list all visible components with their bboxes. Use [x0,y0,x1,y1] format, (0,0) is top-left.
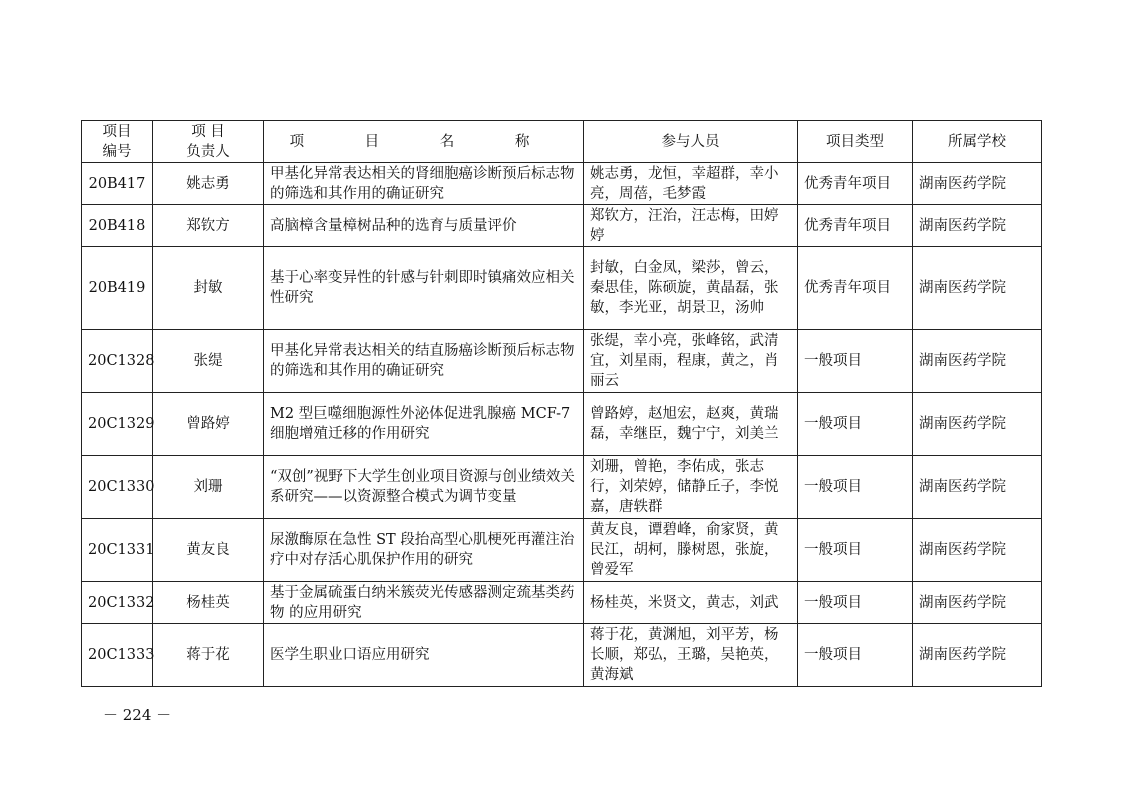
table-row [82,330,1042,393]
table-row [82,519,1042,582]
cell-leader: 蒋于花 [153,624,264,687]
cell-school: 湖南医药学院 [913,205,1042,247]
cell-project-type: 一般项目 [798,582,913,624]
cell-leader: 张缇 [153,330,264,393]
cell-project-name: 尿激酶原在急性 ST 段抬高型心肌梗死再灌注治疗中对存活心肌保护作用的研究 [264,519,584,582]
cell-project-name: 基于金属硫蛋白纳米簇荧光传感器测定巯基类药物 的应用研究 [264,582,584,624]
cell-members: 封敏，白金凤，梁莎，曾云，秦思佳，陈硕旋，黄晶磊，张敏，李光亚，胡景卫，汤帅 [584,247,798,330]
cell-members: 曾路婷，赵旭宏，赵爽，黄瑞磊，幸继臣，魏宁宁，刘美兰 [584,393,798,456]
header-school: 所属学校 [913,121,1042,163]
cell-leader: 刘珊 [153,456,264,519]
header-project-id [82,121,153,163]
table-row [82,582,1042,624]
cell-members: 蒋于花，黄渊旭，刘平芳，杨长顺，郑弘，王璐，吴艳英，黄海斌 [584,624,798,687]
header-project-type: 项目类型 [798,121,913,163]
cell-project-type: 一般项目 [798,393,913,456]
header-name-text: 项 目 名 称 [289,133,558,150]
table-row [82,205,1042,247]
table-row [82,393,1042,456]
cell-project-name: 高脑樟含量樟树品种的选育与质量评价 [264,205,584,247]
table-header-row [82,121,1042,163]
cell-project-id: 20B419 [82,247,153,330]
cell-project-id: 20B417 [82,163,153,205]
cell-leader: 封敏 [153,247,264,330]
cell-project-id: 20C1330 [82,456,153,519]
cell-project-type: 一般项目 [798,624,913,687]
cell-members: 张缇，幸小亮，张峰铭，武清宜，刘星雨，程康，黄之，肖丽云 [584,330,798,393]
cell-members: 郑钦方，汪治，汪志梅，田婷婷 [584,205,798,247]
cell-members: 姚志勇，龙恒，幸超群，幸小亮，周蓓，毛梦霞 [584,163,798,205]
header-id-line1: 项目 [102,123,132,140]
header-leader-line2: 负责人 [186,143,230,160]
header-leader [153,121,264,163]
cell-leader: 杨桂英 [153,582,264,624]
cell-school: 湖南医药学院 [913,582,1042,624]
cell-project-id: 20C1331 [82,519,153,582]
project-table [81,120,1042,687]
cell-leader: 黄友良 [153,519,264,582]
cell-school: 湖南医药学院 [913,247,1042,330]
cell-school: 湖南医药学院 [913,519,1042,582]
cell-leader: 姚志勇 [153,163,264,205]
cell-leader: 郑钦方 [153,205,264,247]
cell-members: 刘珊，曾艳，李佑成，张志行，刘荣婷，储静丘子，李悦嘉，唐轶群 [584,456,798,519]
cell-project-type: 一般项目 [798,456,913,519]
cell-project-type: 优秀青年项目 [798,163,913,205]
cell-school: 湖南医药学院 [913,163,1042,205]
cell-project-type: 一般项目 [798,330,913,393]
cell-members: 黄友良，谭碧峰，俞家贤，黄民江，胡柯，滕树恩，张旋，曾爱军 [584,519,798,582]
cell-project-name: “双创”视野下大学生创业项目资源与创业绩效关系研究——以资源整合模式为调节变量 [264,456,584,519]
cell-project-id: 20C1333 [82,624,153,687]
header-members: 参与人员 [584,121,798,163]
cell-project-id: 20C1332 [82,582,153,624]
page-number: － 224 － [103,706,172,724]
cell-project-name: 甲基化异常表达相关的肾细胞癌诊断预后标志物的筛选和其作用的确证研究 [264,163,584,205]
cell-school: 湖南医药学院 [913,624,1042,687]
cell-school: 湖南医药学院 [913,456,1042,519]
cell-project-name: 基于心率变异性的针感与针刺即时镇痛效应相关性研究 [264,247,584,330]
table-row [82,624,1042,687]
cell-school: 湖南医药学院 [913,330,1042,393]
cell-project-name: 医学生职业口语应用研究 [264,624,584,687]
header-leader-line1: 项 目 [191,123,225,140]
cell-project-type: 优秀青年项目 [798,247,913,330]
cell-project-name: M2 型巨噬细胞源性外泌体促进乳腺癌 MCF-7 细胞增殖迁移的作用研究 [264,393,584,456]
cell-leader: 曾路婷 [153,393,264,456]
cell-project-id: 20C1329 [82,393,153,456]
cell-project-type: 优秀青年项目 [798,205,913,247]
table-row [82,247,1042,330]
table-row [82,163,1042,205]
cell-project-type: 一般项目 [798,519,913,582]
table-row [82,456,1042,519]
cell-members: 杨桂英，米贤文，黄志，刘武 [584,582,798,624]
cell-project-name: 甲基化异常表达相关的结直肠癌诊断预后标志物的筛选和其作用的确证研究 [264,330,584,393]
cell-school: 湖南医药学院 [913,393,1042,456]
cell-project-id: 20B418 [82,205,153,247]
header-id-line2: 编号 [102,143,132,160]
header-project-name [264,121,584,163]
cell-project-id: 20C1328 [82,330,153,393]
